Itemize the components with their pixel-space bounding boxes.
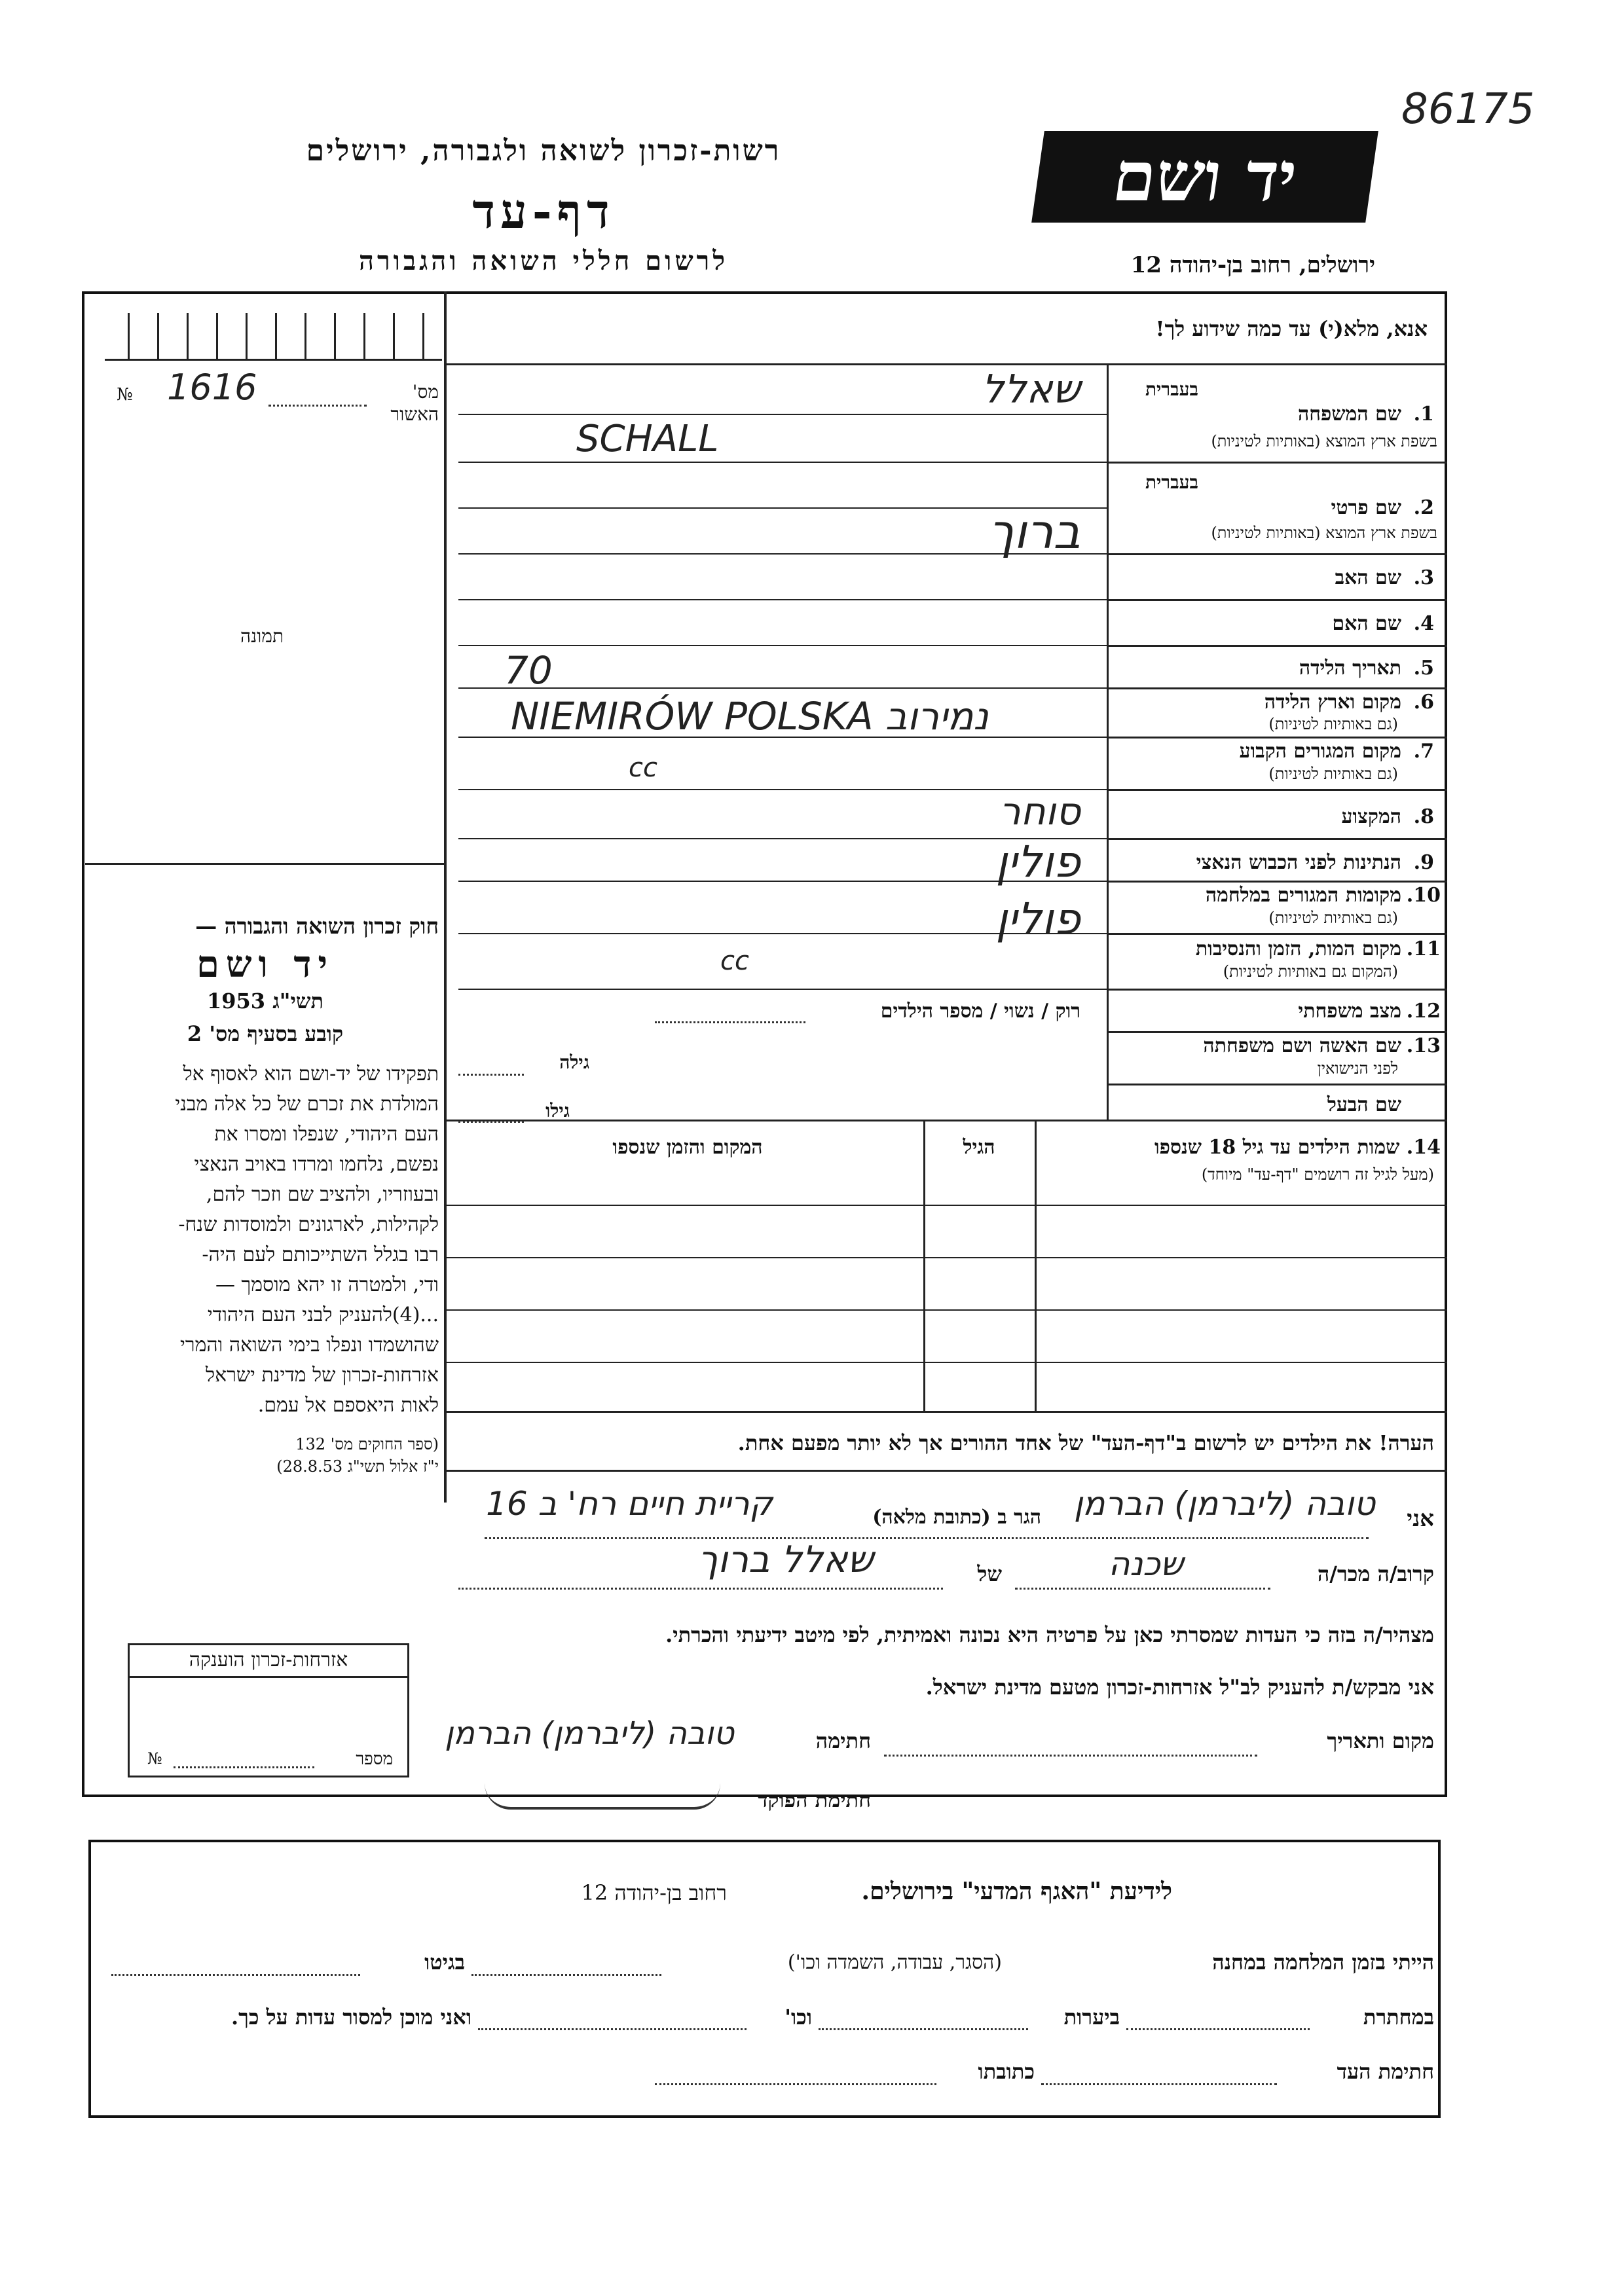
- field-5-label: תאריך הלידה: [1299, 657, 1401, 680]
- field-7-label: מקום המגורים הקבוע: [1239, 740, 1401, 763]
- header-address: ירושלים, רחוב בן-יהודה 12: [1130, 252, 1375, 278]
- field-4-label: שם האם: [1332, 612, 1401, 635]
- law-line: רבו בגלל השתייכותם לעם היה-: [202, 1243, 439, 1266]
- relation-label: קרוב/ה מכר/ה: [1317, 1561, 1434, 1586]
- field-13-label: שם האשה ושם משפחתה: [1203, 1034, 1401, 1057]
- law-clause: קובע בסעיף מס' 2: [187, 1021, 344, 1046]
- info-line3-address: כתובתו: [978, 2059, 1035, 2084]
- declaration-text: מצהיר/ה בזה כי העדות שמסרתי כאן על פרטיה היא נכונה ואמיתית, לפי מיטב ידיעתי והכרתי.: [665, 1622, 1434, 1647]
- field-10-sub: (גם באותיות לטיניות): [1268, 909, 1398, 927]
- law-line: ודי, ולמטרה זו יהא מוסמך —: [215, 1273, 439, 1296]
- field-11-sub: (המקום גם באותיות לטיניות): [1223, 962, 1398, 981]
- law-line: שהושמדו ונפלו בימי השואה והמרי: [179, 1334, 439, 1357]
- field-2-num: 2.: [1413, 496, 1434, 519]
- instruction-text: אנא, מלא(י) עד כמה שידוע לך!: [1155, 316, 1428, 341]
- citizenship-number-label: מספר: [356, 1749, 393, 1769]
- of-value: שאלל ברוך: [698, 1539, 874, 1581]
- relation-value: שכנה: [1108, 1545, 1184, 1583]
- field-13-sub: לפני הנישואין: [1317, 1059, 1398, 1078]
- field-12-value: רוק / נשוי / מספר הילדים: [880, 1000, 1080, 1023]
- law-line: ובעוזריו, ולהציב שם וזכר להם,: [206, 1183, 439, 1206]
- field-9-num: 9.: [1413, 851, 1434, 874]
- field-10-num: 10.: [1406, 884, 1441, 907]
- law-logo: יד ושם: [196, 943, 335, 986]
- info-line1-camp: הייתי בזמן המלחמה במחנה: [1212, 1950, 1434, 1975]
- field-1-value-hebrew: שאלל: [982, 367, 1080, 412]
- field-11-label: מקום המות, הזמן והנסיבות: [1195, 938, 1401, 960]
- law-source-2: י"ז אלול תשי"ג 28.8.53): [276, 1457, 439, 1476]
- field-7-value: cc: [629, 753, 657, 783]
- field-1-num: 1.: [1413, 403, 1434, 426]
- form-subtitle: לרשום חללי השואה והגבורה: [358, 246, 729, 276]
- officer-signature-mark: [485, 1774, 720, 1810]
- authority-title: רשות-זכרון לשואה ולגבורה, ירושלים: [306, 134, 781, 168]
- note-text: הערה! את הילדים יש לרשום ב"דף-העד" של אחד ההורים אך לא יותר מפעם אחת.: [737, 1430, 1434, 1455]
- field-11-num: 11.: [1406, 938, 1441, 960]
- approval-no-label: №: [117, 385, 133, 405]
- field-2-latin-sub: בשפת ארץ המוצא (באותיות לטיניות): [1211, 524, 1437, 542]
- field-6-num: 6.: [1413, 691, 1434, 714]
- husband-label: שם הבעל: [1327, 1093, 1401, 1116]
- law-line: אזרחות-זכרון של מדינת ישראל: [206, 1364, 439, 1387]
- info-section-title: לידיעת "האגף המדעי" בירושלים.: [861, 1878, 1172, 1905]
- law-year: תשי"ג 1953: [207, 989, 323, 1013]
- form-title: דף-עד: [472, 183, 615, 239]
- field-7-sub: (גם באותיות לטיניות): [1268, 765, 1398, 783]
- field-7-num: 7.: [1413, 740, 1434, 763]
- law-line: נפשם, נלחמו ומרדו באויב הנאצי: [194, 1153, 439, 1176]
- law-line: העם היהודי, שנפלו ומסרו את: [214, 1123, 439, 1146]
- law-line: המולדת את זכרם של כל אלה מבני: [175, 1093, 439, 1116]
- field-13-num: 13.: [1406, 1034, 1441, 1057]
- field-11-value: cc: [720, 946, 749, 976]
- children-age-header: הגיל: [963, 1136, 995, 1159]
- citizenship-no-label: №: [147, 1749, 162, 1768]
- place-date-label: מקום ותאריך: [1327, 1728, 1434, 1753]
- signature-label: חתימה: [815, 1728, 871, 1753]
- law-source-1: (ספר החוקים מס' 132: [295, 1435, 439, 1453]
- law-line: תפקידו של יד-ושם הוא לאסוף אל: [183, 1063, 439, 1085]
- request-text: אני מבקש/ת להעניק לב"ל אזרחות-זכרון מטעם מדינת ישראל.: [925, 1675, 1434, 1700]
- of-label: של: [977, 1561, 1002, 1586]
- info-section-address: רחוב בן-יהודה 12: [581, 1880, 727, 1905]
- declarant-i-label: אני: [1407, 1506, 1434, 1532]
- field-4-num: 4.: [1413, 612, 1434, 635]
- field-8-label: המקצוע: [1341, 805, 1401, 828]
- field-6-label: מקום וארץ הלידה: [1264, 691, 1401, 714]
- field-10-label: מקומות המגורים במלחמה: [1205, 884, 1401, 907]
- declarant-residing-label: הגר ב (כתובת מלאה): [872, 1506, 1041, 1529]
- law-title: חוק זכרון השואה והגבורה —: [195, 913, 439, 939]
- approval-label: מס' האשור: [390, 381, 439, 425]
- photo-label: תמונה: [240, 625, 284, 647]
- children-label: 14. שמות הילדים עד גיל 18 שנספו: [1154, 1136, 1441, 1159]
- children-sub: (מעל לגיל זה רושמים "דף-עד" מיוחד): [1201, 1165, 1434, 1184]
- field-8-num: 8.: [1413, 805, 1434, 828]
- signature-value: טובה (ליברמן) הברמן: [445, 1715, 734, 1752]
- info-line2-forests: ביערות: [1063, 2005, 1120, 2030]
- field-12-num: 12.: [1406, 1000, 1441, 1023]
- info-line1-types: (הסגר, עבודה, השמדה וכו'): [787, 1951, 1002, 1974]
- field-2-hebrew-sub: בעברית: [1145, 471, 1198, 493]
- info-line2-underground: במחתרת: [1363, 2005, 1434, 2030]
- law-line: לקהילות, לארגונים ולמוסדות שנח-: [178, 1213, 439, 1236]
- field-10-value: פולין: [995, 894, 1080, 944]
- field-1-latin-sub: בשפת ארץ המוצא (באותיות לטיניות): [1211, 432, 1437, 450]
- info-line1-ghetto: בגיטו: [424, 1950, 465, 1975]
- declarant-name: טובה (ליברמן) הברמן: [1073, 1485, 1375, 1523]
- declarant-address: קריית חיים רח' ב 16: [486, 1485, 773, 1523]
- field-1-hebrew-sub: בעברית: [1145, 378, 1198, 400]
- law-line: ...(4)להעניק לבני העם היהודי: [207, 1303, 439, 1326]
- field-2-value-hebrew: ברוך: [988, 504, 1080, 559]
- field-1-value-latin: SCHALL: [576, 418, 719, 460]
- officer-label: חתימת הפוקד: [758, 1787, 871, 1812]
- citizenship-box-title: אזרחות-זכרון הוענקה: [189, 1649, 348, 1671]
- husband-value: גילו: [545, 1100, 570, 1121]
- field-6-value: NIEMIRÓW POLSKA נמירוב: [511, 694, 989, 738]
- yad-vashem-logo: יד ושם: [1031, 131, 1378, 223]
- field-9-value: פולין: [995, 837, 1080, 887]
- field-5-value: 70: [504, 648, 553, 693]
- field-2-label: שם פרטי: [1331, 496, 1401, 519]
- field-6-sub: (גם באותיות לטיניות): [1268, 715, 1398, 733]
- law-body: [92, 1059, 439, 1421]
- field-3-num: 3.: [1413, 566, 1434, 589]
- field-3-label: שם האב: [1335, 566, 1401, 589]
- archive-number: 86175: [1401, 85, 1535, 134]
- field-12-label: מצב משפחתי: [1298, 1000, 1401, 1023]
- info-line2-etc: וכו': [784, 2005, 812, 2030]
- field-13-value: גילה: [559, 1051, 589, 1073]
- field-1-label: שם המשפחה: [1297, 403, 1401, 426]
- field-8-value: סוחר: [999, 789, 1080, 833]
- info-line2-willing: ואני מוכן למסור עדות על כך.: [231, 2005, 471, 2030]
- approval-number: 1616: [167, 367, 257, 408]
- law-line: לאות היאספם אל עמם.: [257, 1394, 439, 1417]
- field-9-label: הנתינות לפני הכבוש הנאצי: [1196, 851, 1401, 874]
- field-5-num: 5.: [1413, 657, 1434, 680]
- children-place-header: המקום והזמן שנספו: [612, 1136, 763, 1159]
- info-line3-witness-sig: חתימת העד: [1337, 2059, 1434, 2084]
